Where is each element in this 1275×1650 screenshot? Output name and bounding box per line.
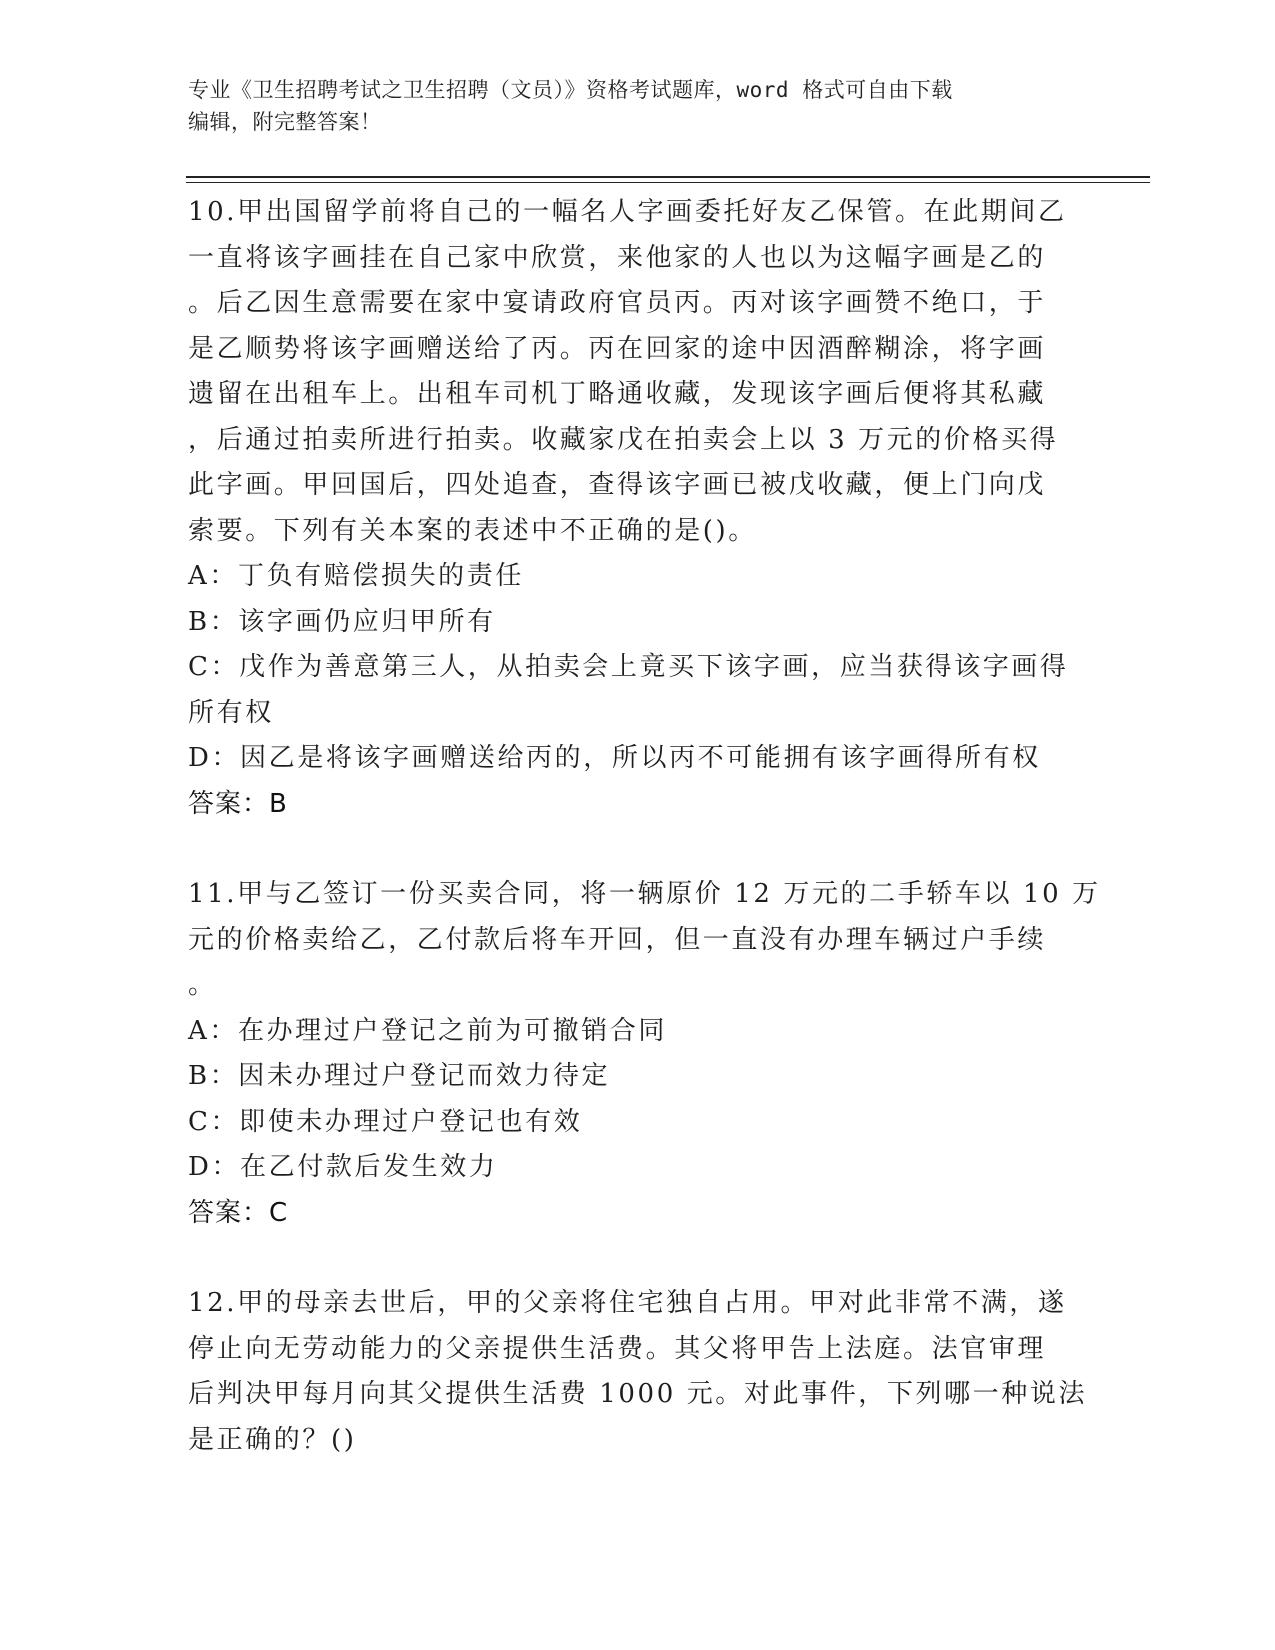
question-list bbox=[188, 190, 1101, 1463]
header-line: 专业《卫生招聘考试之卫生招聘（文员）》资格考试题库，word 格式可自由下载 bbox=[188, 78, 953, 102]
option-d: D：在乙付款后发生效力 bbox=[188, 1152, 498, 1182]
header-divider-thin bbox=[186, 182, 1150, 183]
question-10 bbox=[188, 190, 1088, 827]
question-text-line: 11.甲与乙签订一份买卖合同，将一辆原价 12 万元的二手轿车以 10 万 bbox=[188, 879, 1101, 909]
question-text-line: 。后乙因生意需要在家中宴请政府官员丙。丙对该字画赞不绝口，于 bbox=[188, 288, 1047, 318]
option-a: A：丁负有赔偿损失的责任 bbox=[188, 561, 524, 591]
answer-label: 答案：C bbox=[188, 1197, 289, 1228]
question-text-line: 12.甲的母亲去世后，甲的父亲将住宅独自占用。甲对此非常不满，遂 bbox=[188, 1288, 1067, 1318]
option-b: B：该字画仍应归甲所有 bbox=[188, 606, 496, 637]
question-text-line: 此字画。甲回国后，四处追查，查得该字画已被戊收藏，便上门向戊 bbox=[188, 470, 1047, 500]
option-c: C：戊作为善意第三人，从拍卖会上竟买下该字画，应当获得该字画得 bbox=[188, 652, 1069, 682]
question-text-line: 后判决甲每月向其父提供生活费 1000 元。对此事件，下列哪一种说法 bbox=[188, 1379, 1088, 1409]
question-text-line: 遗留在出租车上。出租车司机丁略通收藏，发现该字画后便将其私藏 bbox=[188, 379, 1047, 409]
question-text-line: 。 bbox=[188, 970, 217, 1000]
question-text-line: 元的价格卖给乙，乙付款后将车开回，但一直没有办理车辆过户手续 bbox=[188, 924, 1047, 955]
document-header bbox=[188, 74, 1088, 138]
option-c: C：即使未办理过户登记也有效 bbox=[188, 1106, 583, 1137]
header-divider-thick bbox=[186, 176, 1150, 178]
question-text-line: 索要。下列有关本案的表述中不正确的是()。 bbox=[188, 515, 757, 546]
header-line: 编辑，附完整答案！ bbox=[188, 110, 382, 134]
option-b: B：因未办理过户登记而效力待定 bbox=[188, 1061, 611, 1091]
option-d: D：因乙是将该字画赠送给丙的，所以丙不可能拥有该字画得所有权 bbox=[188, 743, 1041, 773]
question-12 bbox=[188, 1281, 1088, 1463]
question-spacer bbox=[188, 827, 1088, 872]
question-text-line: ，后通过拍卖所进行拍卖。收藏家戊在拍卖会上以 3 万元的价格买得 bbox=[188, 424, 1059, 455]
question-text-line: 停止向无劳动能力的父亲提供生活费。其父将甲告上法庭。法官审理 bbox=[188, 1333, 1047, 1364]
question-text-line: 10.甲出国留学前将自己的一幅名人字画委托好友乙保管。在此期间乙 bbox=[188, 197, 1067, 227]
answer-label: 答案：B bbox=[188, 788, 288, 819]
option-c-continued: 所有权 bbox=[188, 697, 274, 728]
question-text-line: 是乙顺势将该字画赠送给了丙。丙在回家的途中因酒醉糊涂，将字画 bbox=[188, 333, 1047, 364]
question-spacer bbox=[188, 1236, 1088, 1281]
question-11 bbox=[188, 872, 1101, 1236]
option-a: A：在办理过户登记之前为可撤销合同 bbox=[188, 1015, 667, 1046]
question-text-line: 是正确的？() bbox=[188, 1424, 357, 1455]
question-text-line: 一直将该字画挂在自己家中欣赏，来他家的人也以为这幅字画是乙的 bbox=[188, 242, 1047, 273]
